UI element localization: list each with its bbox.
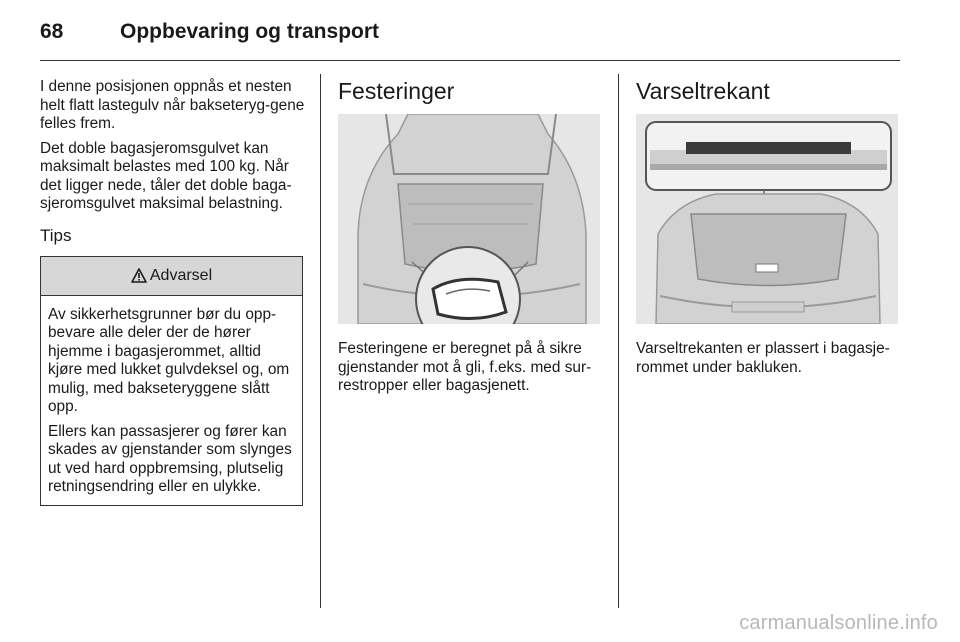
column-right [636, 78, 904, 383]
page-number: 68 [40, 20, 64, 43]
warning-triangle-icon [131, 268, 147, 283]
column-left [40, 78, 306, 506]
paragraph: Varseltrekanten er plassert i bagasje-rommet under bakluken. [636, 340, 890, 376]
page-title: Oppbevaring og transport [120, 20, 380, 43]
column-middle [338, 78, 604, 402]
paragraph: Det doble bagasjeromsgulvet kan maksimalt belastes med 100 kg. Når det ligger nede, tåler det doble baga-sjeromsgulvet maksimal belastning. [40, 139, 292, 212]
warning-body [41, 296, 302, 505]
column-divider-left [320, 74, 321, 608]
header-divider [40, 60, 900, 61]
warning-title: Advarsel [149, 266, 213, 284]
section-heading: Varseltrekant [636, 78, 770, 104]
tips-heading: Tips [40, 225, 72, 245]
watermark: carmanualsonline.info [739, 612, 938, 634]
warning-triangle-storage-illustration [636, 114, 898, 324]
paragraph: I denne posisjonen oppnås et nesten helt flatt lastegulv når bakseteryg-gene felles frem. [40, 78, 305, 132]
column-divider-right [618, 74, 619, 608]
paragraph: Festeringene er beregnet på å sikre gjenstander mot å gli, f.eks. med sur-restropper eller bagasjenett. [338, 340, 592, 394]
warning-paragraph: Ellers kan passasjerer og fører kan skades av gjenstander som slynges ut ved hard oppbremsing, plutselig retningsendring eller en ulykke. [48, 422, 292, 495]
section-heading: Festeringer [338, 78, 455, 104]
lashing-eye-illustration [338, 114, 600, 324]
warning-header [41, 257, 302, 296]
warning-box [40, 256, 303, 506]
warning-paragraph: Av sikkerhetsgrunner bør du opp-bevare alle deler der de hører hjemme i bagasjerommet, alltid kjøre med lukket gulvdeksel og, om mulig, med bakseteryggene slått opp. [48, 305, 290, 415]
